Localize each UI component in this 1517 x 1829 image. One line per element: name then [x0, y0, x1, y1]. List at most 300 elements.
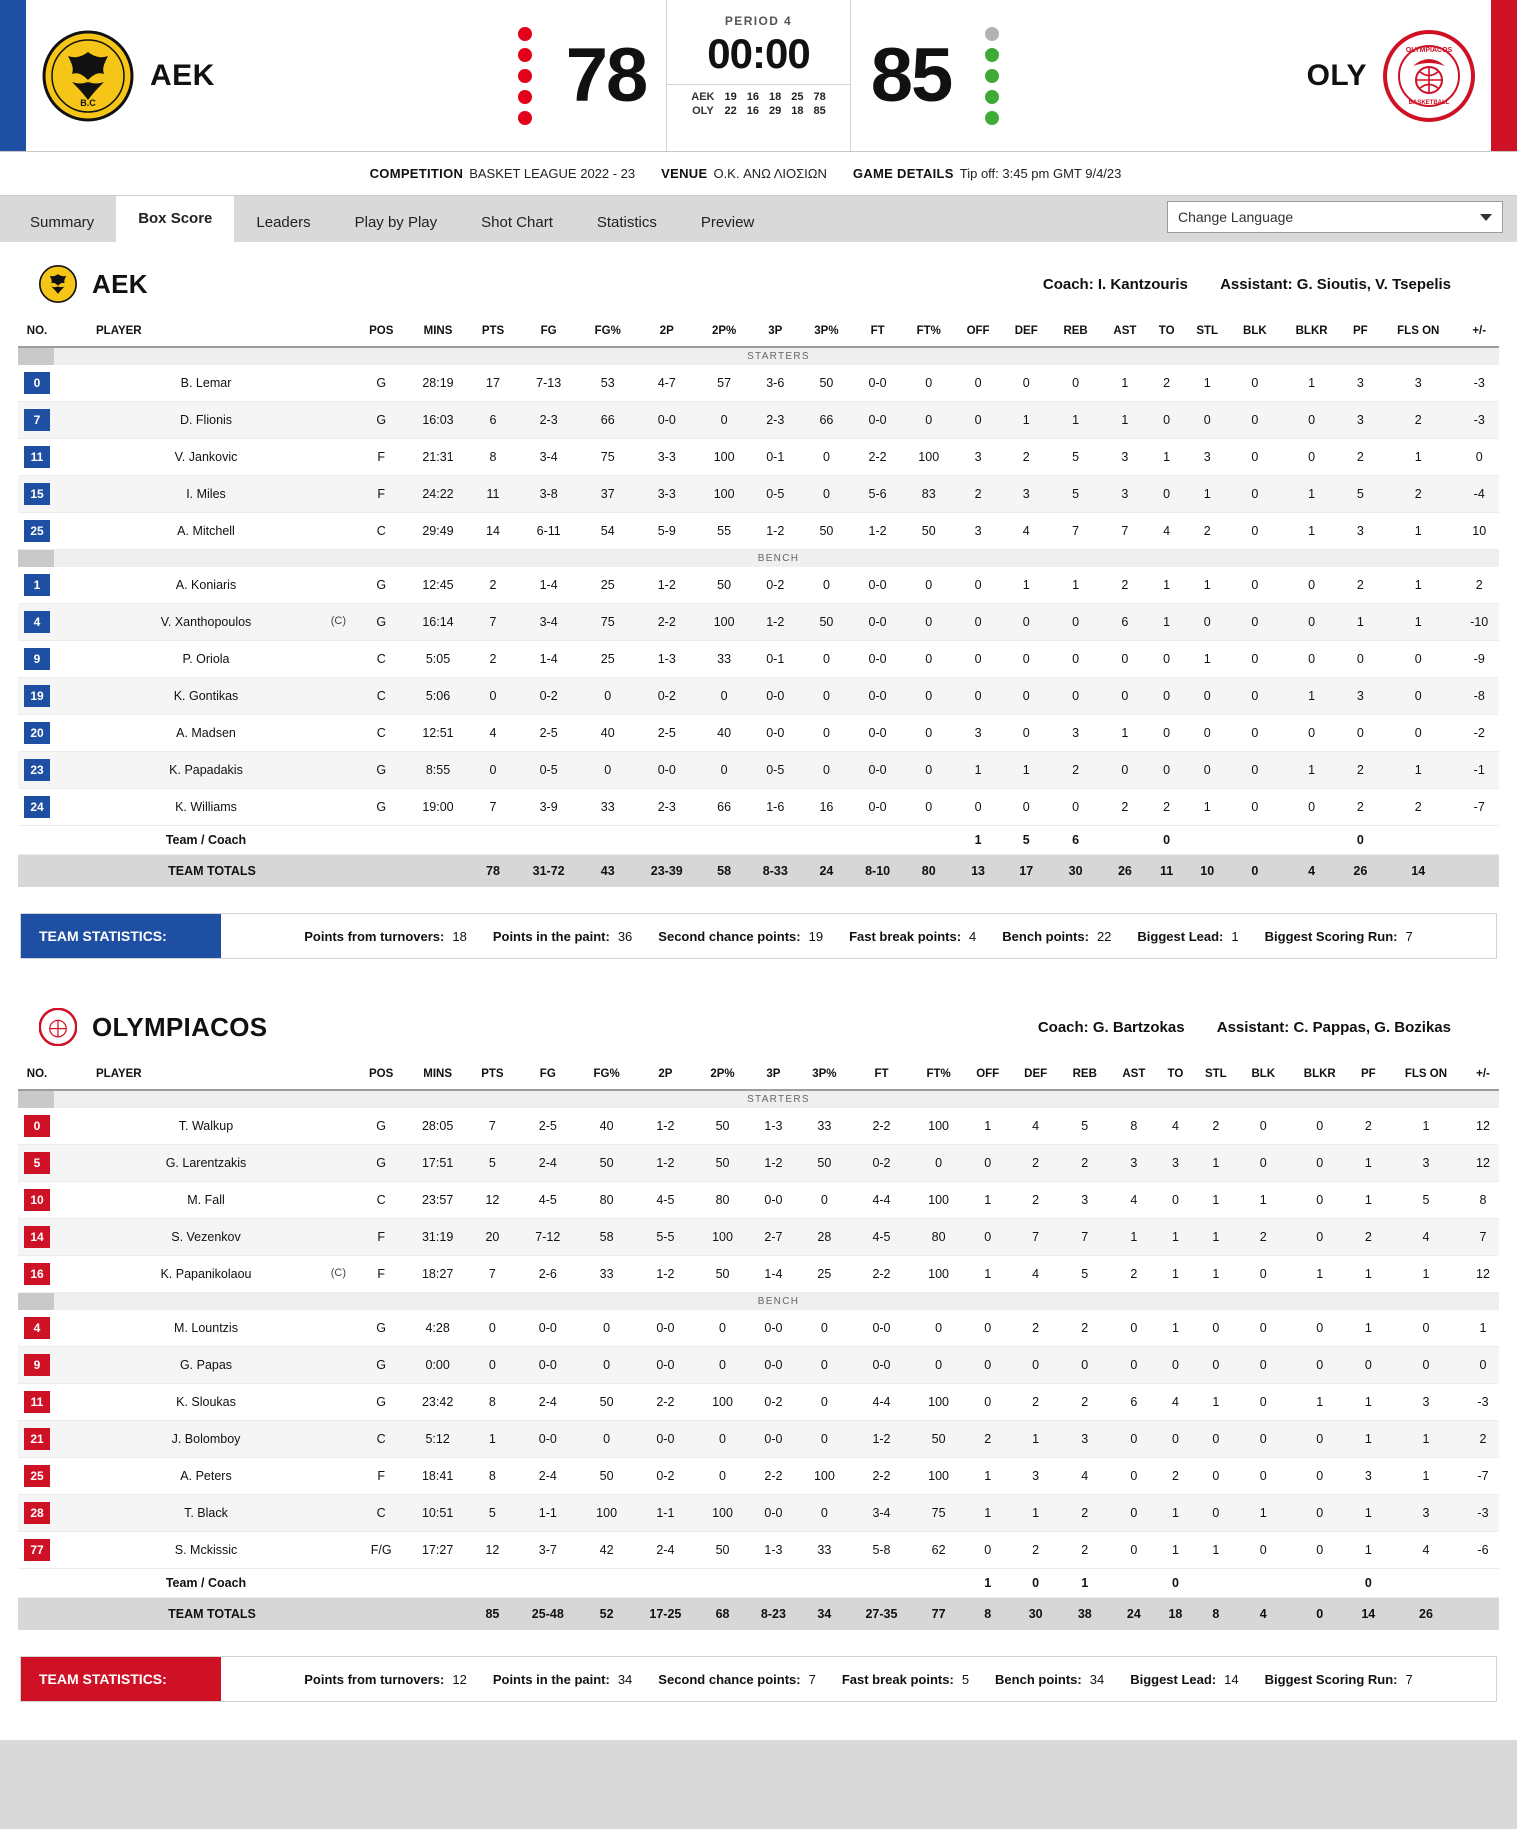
stat-cell-ast: 0	[1110, 1458, 1158, 1495]
player-name[interactable]: P. Oriola	[56, 641, 356, 678]
stat-cell-def: 0	[1002, 715, 1050, 752]
stat-value: 14	[1224, 1671, 1239, 1687]
col-3pp: 3P%	[801, 318, 852, 347]
stat-cell-p3p: 0	[801, 678, 852, 715]
stat-cell-pf: 3	[1344, 365, 1377, 402]
stat-cell-pos: G	[356, 604, 407, 641]
stat-cell-blk: 0	[1230, 641, 1279, 678]
col-fg: FG	[516, 1061, 580, 1090]
stat-cell-flson: 5	[1385, 1182, 1467, 1219]
col-stl: STL	[1184, 318, 1230, 347]
stat-cell-p2p	[699, 826, 750, 855]
stat-cell-pf: 3	[1344, 513, 1377, 550]
stat-cell-stl: 1	[1193, 1532, 1239, 1569]
stat-cell-pts: 8	[469, 1384, 516, 1421]
player-name[interactable]: T. Black	[56, 1495, 356, 1532]
stat-cell-blkr: 0	[1288, 1219, 1352, 1256]
stat-cell-reb: 2	[1060, 1495, 1110, 1532]
table-row[interactable]	[18, 1219, 1499, 1256]
player-name[interactable]: V. Jankovic	[56, 439, 356, 476]
stat-cell-p3: 1-2	[748, 1145, 800, 1182]
stat-cell-pf: 1	[1352, 1532, 1385, 1569]
col-def: DEF	[1002, 318, 1050, 347]
table-row[interactable]	[18, 604, 1499, 641]
stat-cell-ast: 6	[1101, 604, 1149, 641]
stat-cell-to: 4	[1149, 513, 1184, 550]
jersey-number: 1	[18, 567, 56, 604]
section-label: BENCH	[54, 1293, 1499, 1310]
stat-cell-mins: 17:51	[406, 1145, 469, 1182]
table-row[interactable]	[18, 439, 1499, 476]
stat-cell-ftp: 83	[904, 476, 954, 513]
team-totals-label: TEAM TOTALS	[56, 855, 356, 888]
stat-cell-flson	[1377, 826, 1459, 855]
stat-cell-p2: 1-2	[633, 1145, 697, 1182]
stat-cell-ft: 0-0	[852, 567, 904, 604]
player-name[interactable]: A. Madsen	[56, 715, 356, 752]
table-row[interactable]	[18, 1458, 1499, 1495]
stat-cell-ast: 3	[1101, 476, 1149, 513]
stat-cell-pos: F	[356, 439, 407, 476]
stat-cell-ast: 1	[1101, 402, 1149, 439]
stat-cell-pf: 3	[1344, 402, 1377, 439]
stat-cell-p3: 0-0	[748, 1310, 800, 1347]
player-name[interactable]: J. Bolomboy	[56, 1421, 356, 1458]
away-team-name: OLY	[1306, 58, 1367, 92]
table-row[interactable]	[18, 1384, 1499, 1421]
stat-cell-def: 1	[1002, 402, 1050, 439]
stat-cell-pf: 0	[1352, 1569, 1385, 1598]
stat-cell-fgp: 50	[580, 1458, 634, 1495]
stat-cell-off: 1	[964, 1256, 1012, 1293]
stat-cell-ast: 0	[1110, 1495, 1158, 1532]
stat-label: Points in the paint:	[492, 1671, 610, 1687]
col-off: OFF	[954, 318, 1002, 347]
jersey-number: 15	[18, 476, 56, 513]
stat-cell-ftp: 62	[913, 1532, 963, 1569]
stat-cell-p2	[635, 826, 699, 855]
total-cell-p3: 8-23	[748, 1598, 800, 1631]
player-name[interactable]: M. Lountzis	[56, 1310, 356, 1347]
stat-cell-p3: 0-0	[748, 1182, 800, 1219]
total-cell-p2: 17-25	[633, 1598, 697, 1631]
stat-value: 36	[617, 928, 633, 944]
stat-cell-pf: 5	[1344, 476, 1377, 513]
linescore-team: AEK	[691, 91, 715, 103]
stat-cell-off: 1	[954, 826, 1002, 855]
aek-crest-icon	[40, 28, 136, 124]
stat-cell-ftp: 0	[904, 789, 954, 826]
table-row[interactable]	[18, 1256, 1499, 1293]
change-language-select[interactable]	[1167, 201, 1503, 233]
olympiacos-team-header	[18, 985, 1499, 1061]
stat-cell-def: 1	[1002, 567, 1050, 604]
table-row[interactable]	[18, 476, 1499, 513]
stat-cell-flson: 3	[1377, 365, 1459, 402]
stat-label: Points from turnovers:	[304, 1671, 445, 1687]
stat-cell-pm: -9	[1459, 641, 1499, 678]
col-ftp: FT%	[913, 1061, 963, 1090]
svg-text:OLYMPIACOS: OLYMPIACOS	[1405, 46, 1453, 54]
stat-cell-blk: 0	[1230, 365, 1279, 402]
stat-cell-p2: 2-4	[633, 1532, 697, 1569]
table-row[interactable]	[18, 1347, 1499, 1384]
stat-cell-reb: 5	[1060, 1108, 1110, 1145]
player-name[interactable]: K. Gontikas	[56, 678, 356, 715]
stat-cell-pts: 0	[469, 678, 516, 715]
stat-cell-blkr: 0	[1288, 1347, 1352, 1384]
stat-cell-stl: 2	[1193, 1108, 1239, 1145]
player-name[interactable]: V. Xanthopoulos (C)	[56, 604, 356, 641]
stat-cell-off: 2	[964, 1421, 1012, 1458]
stat-cell-fgp: 33	[580, 1256, 634, 1293]
stat-cell-blkr: 1	[1288, 1384, 1352, 1421]
stat-cell-ast: 2	[1101, 567, 1149, 604]
stat-cell-off: 0	[964, 1347, 1012, 1384]
stat-cell-p3p: 0	[801, 752, 852, 789]
stat-cell-ftp: 50	[904, 513, 954, 550]
stat-cell-pm: -4	[1459, 476, 1499, 513]
player-name[interactable]: K. Papanikolaou (C)	[56, 1256, 356, 1293]
stat-cell-stl: 0	[1193, 1421, 1239, 1458]
tab-preview[interactable]: Preview	[700, 214, 755, 231]
stat-value: 5	[961, 1671, 970, 1687]
stat-label: Second chance points:	[658, 928, 801, 944]
stat-cell-p3p: 100	[799, 1458, 849, 1495]
player-name[interactable]: S. Mckissic	[56, 1532, 356, 1569]
stat-cell-def: 0	[1002, 678, 1050, 715]
tab-play-by-play[interactable]: Play by Play	[354, 214, 438, 231]
home-team-name: AEK	[150, 58, 215, 92]
stat-cell-stl: 1	[1184, 365, 1230, 402]
stat-cell-fgp: 100	[580, 1495, 634, 1532]
stat-cell-flson: 0	[1377, 715, 1459, 752]
stat-label: Fast break points:	[849, 928, 962, 944]
stat-cell-pts: 20	[469, 1219, 516, 1256]
stat-cell-off: 0	[954, 402, 1002, 439]
jersey-number: 16	[18, 1256, 56, 1293]
stat-cell-pts: 8	[469, 1458, 516, 1495]
player-name[interactable]: A. Peters	[56, 1458, 356, 1495]
stat-cell-blkr	[1280, 826, 1344, 855]
stat-cell-p3: 0-1	[749, 439, 801, 476]
stat-cell-ast: 0	[1110, 1347, 1158, 1384]
stat-cell-mins: 5:06	[407, 678, 470, 715]
table-row[interactable]	[18, 1532, 1499, 1569]
total-cell-to: 18	[1158, 1598, 1193, 1631]
stat-cell-mins: 23:42	[406, 1384, 469, 1421]
player-name[interactable]: K. Papadakis	[56, 752, 356, 789]
stat-cell-fg: 2-5	[516, 1108, 580, 1145]
jersey-number: 0	[18, 1108, 56, 1145]
player-name[interactable]: T. Walkup	[56, 1108, 356, 1145]
jersey-number: 9	[18, 1347, 56, 1384]
tab-summary[interactable]: Summary	[30, 214, 95, 231]
stat-cell-blk: 0	[1230, 567, 1279, 604]
total-cell-fg: 31-72	[517, 855, 581, 888]
stat-cell-fgp: 80	[580, 1182, 634, 1219]
stat-cell-fg: 3-4	[517, 439, 581, 476]
stat-cell-fg: 1-4	[517, 567, 581, 604]
col-ft: FT	[852, 318, 904, 347]
stat-cell-off: 0	[964, 1532, 1012, 1569]
table-row[interactable]	[18, 513, 1499, 550]
stat-cell-p3: 0-2	[749, 567, 801, 604]
stat-cell-blk: 0	[1230, 715, 1279, 752]
table-row[interactable]	[18, 567, 1499, 604]
stat-cell-off: 0	[954, 604, 1002, 641]
table-row[interactable]	[18, 715, 1499, 752]
stat-cell-blkr: 1	[1280, 365, 1344, 402]
stat-cell-ft: 1-2	[852, 513, 904, 550]
jersey-number: 10	[18, 1182, 56, 1219]
stat-cell-stl: 2	[1184, 513, 1230, 550]
stat-cell-ftp: 0	[913, 1145, 963, 1182]
stat-cell-to: 0	[1149, 715, 1184, 752]
stat-cell-ast: 1	[1110, 1219, 1158, 1256]
stat-cell-pts: 2	[469, 641, 516, 678]
stat-cell-flson: 3	[1385, 1145, 1467, 1182]
player-name[interactable]: D. Flionis	[56, 402, 356, 439]
stat-cell-ftp: 80	[913, 1219, 963, 1256]
total-cell-pm	[1459, 855, 1499, 888]
stat-cell-p3: 0-1	[749, 641, 801, 678]
stat-cell-mins: 16:14	[407, 604, 470, 641]
col-pts: PTS	[469, 1061, 516, 1090]
tab-statistics[interactable]: Statistics	[596, 214, 657, 231]
table-row[interactable]	[18, 641, 1499, 678]
stat-cell-ftp: 100	[904, 439, 954, 476]
total-cell-fgp: 43	[581, 855, 635, 888]
stat-cell-reb: 5	[1060, 1256, 1110, 1293]
stat-cell-pos	[356, 826, 407, 855]
stat-cell-ftp: 100	[913, 1108, 963, 1145]
table-row[interactable]	[18, 1310, 1499, 1347]
stat-cell-to: 0	[1158, 1421, 1193, 1458]
stat-cell-fg: 7-12	[516, 1219, 580, 1256]
stat-cell-to: 2	[1158, 1458, 1193, 1495]
stat-cell-p3: 2-2	[748, 1458, 800, 1495]
period-label: PERIOD 4	[724, 14, 793, 28]
col-plusminus: +/-	[1459, 318, 1499, 347]
stat-cell-fg: 3-8	[517, 476, 581, 513]
stat-cell-reb: 1	[1060, 1569, 1110, 1598]
stat-cell-def: 2	[1012, 1182, 1060, 1219]
assistant-label: Assistant:	[1220, 275, 1293, 293]
aek-crest-icon-small	[38, 264, 78, 304]
stat-cell-mins: 21:31	[407, 439, 470, 476]
stat-cell-mins: 28:05	[406, 1108, 469, 1145]
stat-cell-ft: 5-8	[850, 1532, 914, 1569]
stat-cell-mins: 16:03	[407, 402, 470, 439]
player-name[interactable]: G. Larentzakis	[56, 1145, 356, 1182]
tab-box-score[interactable]: Box Score	[116, 196, 234, 242]
stat-label: Biggest Scoring Run:	[1264, 1671, 1398, 1687]
stat-cell-p3: 0-0	[748, 1347, 800, 1384]
stat-cell-blk: 1	[1239, 1182, 1288, 1219]
stat-cell-ast: 0	[1110, 1421, 1158, 1458]
player-name[interactable]: G. Papas	[56, 1347, 356, 1384]
jersey-number: 4	[18, 1310, 56, 1347]
stat-cell-fg: 7-13	[517, 365, 581, 402]
player-name[interactable]: I. Miles	[56, 476, 356, 513]
stat-cell-flson: 1	[1385, 1108, 1467, 1145]
jersey-number: 7	[18, 402, 56, 439]
stat-cell-ast: 0	[1101, 678, 1149, 715]
table-row[interactable]	[18, 402, 1499, 439]
stat-cell-p2p: 0	[699, 402, 750, 439]
stat-cell-pts: 5	[469, 1495, 516, 1532]
player-name[interactable]: A. Koniaris	[56, 567, 356, 604]
linescore-q3: 18	[768, 91, 782, 103]
stat-cell-p2: 1-1	[633, 1495, 697, 1532]
stat-cell-pos: G	[356, 1145, 406, 1182]
stat-cell-to: 2	[1149, 365, 1184, 402]
stat-cell-ftp: 75	[913, 1495, 963, 1532]
stat-cell-fg: 1-1	[516, 1495, 580, 1532]
coach-label: Coach:	[1037, 1018, 1089, 1036]
stat-cell-fgp: 25	[581, 567, 635, 604]
table-row[interactable]	[18, 1495, 1499, 1532]
stat-cell-to: 4	[1158, 1384, 1193, 1421]
tab-shot-chart[interactable]: Shot Chart	[481, 214, 553, 231]
stat-cell-reb: 4	[1060, 1458, 1110, 1495]
jersey-number: 20	[18, 715, 56, 752]
stat-cell-off: 0	[964, 1310, 1012, 1347]
table-row[interactable]	[18, 752, 1499, 789]
stat-cell-pf: 1	[1344, 604, 1377, 641]
stat-cell-pf: 2	[1352, 1219, 1385, 1256]
stat-cell-mins: 29:49	[407, 513, 470, 550]
stat-cell-p2: 2-3	[635, 789, 699, 826]
stat-cell-pts: 0	[469, 1310, 516, 1347]
aek-team-header	[18, 242, 1499, 318]
stat-cell-stl: 1	[1184, 641, 1230, 678]
stat-cell-def: 4	[1002, 513, 1050, 550]
stat-cell-flson: 1	[1385, 1421, 1467, 1458]
col-pos: POS	[356, 1061, 406, 1090]
player-name[interactable]: M. Fall	[56, 1182, 356, 1219]
stat-cell-p2p: 0	[699, 752, 750, 789]
stat-cell-pts: 0	[469, 1347, 516, 1384]
aek-box-score-table	[18, 318, 1499, 887]
total-cell-blk: 0	[1230, 855, 1279, 888]
stat-cell-blkr: 0	[1288, 1421, 1352, 1458]
stat-cell-pos: G	[356, 789, 407, 826]
stat-cell-blk: 0	[1239, 1532, 1288, 1569]
stat-cell-mins: 31:19	[406, 1219, 469, 1256]
stat-cell-pos: G	[356, 1108, 406, 1145]
stat-cell-pm: -3	[1459, 365, 1499, 402]
stat-cell-fg: 2-4	[516, 1145, 580, 1182]
player-name[interactable]: K. Sloukas	[56, 1384, 356, 1421]
stat-cell-to: 1	[1158, 1256, 1193, 1293]
stat-cell-ft: 2-2	[850, 1256, 914, 1293]
stat-cell-pts: 2	[469, 567, 516, 604]
stat-cell-to: 0	[1149, 678, 1184, 715]
col-pf: PF	[1352, 1061, 1385, 1090]
stat-cell-blk: 0	[1230, 439, 1279, 476]
stat-cell-def: 0	[1012, 1569, 1060, 1598]
linescore-table	[686, 90, 830, 118]
stat-cell-p3p: 33	[799, 1532, 849, 1569]
table-row[interactable]	[18, 1108, 1499, 1145]
stat-cell-p3p: 33	[799, 1108, 849, 1145]
player-name[interactable]: K. Williams	[56, 789, 356, 826]
table-row[interactable]	[18, 789, 1499, 826]
stat-cell-pf: 0	[1344, 715, 1377, 752]
total-cell-to: 11	[1149, 855, 1184, 888]
table-row[interactable]	[18, 678, 1499, 715]
table-row[interactable]	[18, 1145, 1499, 1182]
stat-cell-blkr: 0	[1288, 1310, 1352, 1347]
away-foul-dots	[971, 27, 1013, 125]
stat-cell-fgp: 75	[581, 439, 635, 476]
stat-label: Biggest Lead:	[1137, 928, 1224, 944]
stat-cell-to: 2	[1149, 789, 1184, 826]
table-row[interactable]	[18, 365, 1499, 402]
stat-cell-mins: 5:05	[407, 641, 470, 678]
player-name[interactable]: A. Mitchell	[56, 513, 356, 550]
player-name[interactable]: S. Vezenkov	[56, 1219, 356, 1256]
stat-cell-ft: 0-0	[850, 1310, 914, 1347]
stat-cell-blkr: 1	[1280, 513, 1344, 550]
linescore-q2: 16	[746, 105, 759, 117]
player-name[interactable]: B. Lemar	[56, 365, 356, 402]
stat-cell-ast	[1101, 826, 1149, 855]
tab-leaders[interactable]: Leaders	[256, 214, 311, 231]
jersey-number: 77	[18, 1532, 56, 1569]
stat-cell-blk: 1	[1239, 1495, 1288, 1532]
stat-cell-blk: 0	[1230, 678, 1279, 715]
stat-cell-blkr: 1	[1280, 476, 1344, 513]
team-totals-row	[18, 855, 1499, 888]
stat-cell-fgp: 25	[581, 641, 635, 678]
col-pf: PF	[1344, 318, 1377, 347]
stat-cell-p3p: 0	[801, 567, 852, 604]
stat-cell-fgp: 0	[581, 752, 635, 789]
stat-cell-ft: 0-0	[852, 789, 904, 826]
jersey-number: 23	[18, 752, 56, 789]
venue-label: VENUE	[661, 166, 708, 181]
stat-cell-pts: 7	[469, 1256, 516, 1293]
stat-cell-reb: 2	[1060, 1532, 1110, 1569]
stat-cell-def: 0	[1002, 641, 1050, 678]
stat-cell-fgp: 37	[581, 476, 635, 513]
stat-cell-fgp: 0	[580, 1421, 634, 1458]
stat-cell-p3p: 0	[799, 1421, 849, 1458]
stat-cell-fg: 3-7	[516, 1532, 580, 1569]
stat-cell-stl: 0	[1193, 1310, 1239, 1347]
stat-cell-flson: 0	[1377, 641, 1459, 678]
table-row[interactable]	[18, 1421, 1499, 1458]
stat-cell-off: 0	[954, 567, 1002, 604]
stat-cell-pm: 7	[1467, 1219, 1499, 1256]
stat-cell-ft: 0-0	[852, 402, 904, 439]
olympiacos-team-statistics-title: TEAM STATISTICS:	[21, 1657, 221, 1701]
jersey-number: 14	[18, 1219, 56, 1256]
stat-cell-p2p: 50	[697, 1532, 747, 1569]
col-3p: 3P	[749, 318, 801, 347]
stat-cell-pts: 17	[469, 365, 516, 402]
stat-cell-ftp: 100	[913, 1458, 963, 1495]
stat-cell-stl: 1	[1184, 476, 1230, 513]
table-row[interactable]	[18, 1182, 1499, 1219]
stat-value: 1	[1231, 928, 1239, 944]
team-coach-row	[18, 1569, 1499, 1598]
stat-cell-pm: -7	[1459, 789, 1499, 826]
stat-cell-p2p: 0	[699, 678, 750, 715]
